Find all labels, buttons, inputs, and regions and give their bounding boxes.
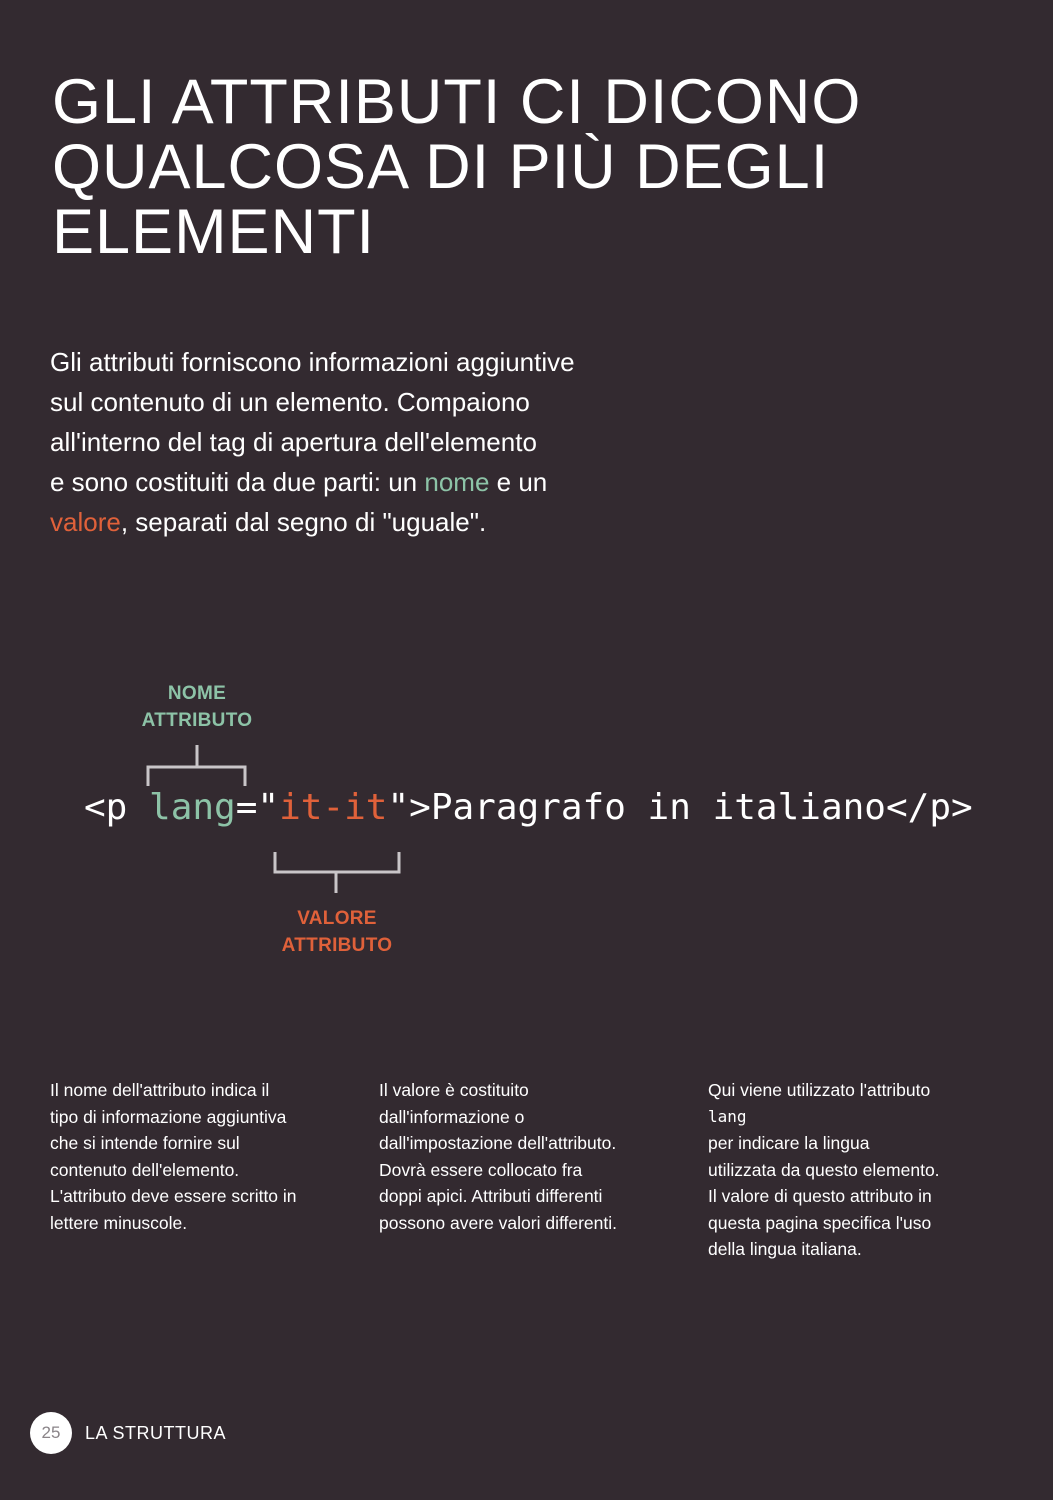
column-1-line: tipo di informazione aggiuntiva: [50, 1106, 287, 1127]
code-example: [84, 783, 973, 833]
column-2-line: possono avere valori differenti.: [379, 1212, 618, 1233]
code-attribute-value: it-it: [279, 787, 388, 828]
title-line-3: ELEMENTI: [52, 197, 376, 267]
page-number-badge: [30, 1412, 72, 1454]
column-1-line: lettere minuscole.: [50, 1212, 188, 1233]
intro-line-1: Gli attributi forniscono informazioni aggiuntive: [50, 347, 575, 377]
code-equals: =": [235, 787, 280, 828]
column-1-line: Il nome dell'attributo indica il: [50, 1080, 270, 1100]
column-2-line: doppi apici. Attributi differenti: [379, 1186, 603, 1206]
code-attribute-name: lang: [149, 787, 236, 828]
intro-line-5: [50, 502, 690, 542]
intro-line-3: all'interno del tag di apertura dell'elemento: [50, 427, 537, 457]
intro-line-4: [50, 462, 690, 502]
intro-value-highlight: valore: [50, 507, 121, 537]
column-3-line: Qui viene utilizzato l'attributo: [708, 1080, 931, 1100]
attribute-name-label-line-1: NOME: [167, 683, 227, 704]
section-name: LA STRUTTURA: [85, 1422, 227, 1443]
column-2-line: Dovrà essere collocato fra: [379, 1159, 583, 1180]
attribute-value-label-line-2: ATTRIBUTO: [281, 935, 393, 956]
title-line-2: QUALCOSA DI PIÙ DEGLI: [52, 132, 830, 202]
intro-name-highlight: nome: [424, 467, 490, 497]
code-rest: ">Paragrafo in italiano</p>: [387, 787, 973, 828]
attribute-value-label: [262, 905, 412, 959]
column-2-line: dall'informazione o: [379, 1106, 525, 1127]
column-3-line: questa pagina specifica l'uso: [708, 1212, 932, 1233]
column-1-line: che si intende fornire sul: [50, 1133, 240, 1153]
intro-paragraph: [50, 342, 690, 542]
intro-line-4-pre: e sono costituiti da due parti: un: [50, 467, 425, 497]
intro-line-2: sul contenuto di un elemento. Compaiono: [50, 387, 530, 417]
attribute-value-label-line-1: VALORE: [297, 908, 377, 929]
attribute-name-label-line-2: ATTRIBUTO: [141, 710, 253, 731]
column-3-line: Il valore di questo attributo in: [708, 1186, 932, 1206]
code-open-tag: <p: [84, 787, 150, 828]
column-2-line: Il valore è costituito: [379, 1080, 529, 1100]
column-lang-example: [708, 1077, 998, 1263]
title-line-1: GLI ATTRIBUTI CI DICONO: [52, 67, 862, 137]
intro-line-4-post: e un: [489, 467, 548, 497]
column-3-line: della lingua italiana.: [708, 1239, 862, 1259]
intro-line-5-post: , separati dal segno di "uguale".: [120, 507, 487, 537]
column-attribute-name: [50, 1077, 340, 1236]
column-3-line-2-rest: per indicare la lingua: [708, 1133, 870, 1153]
inline-code-lang: lang: [708, 1106, 747, 1126]
column-3-line: utilizzata da questo elemento.: [708, 1159, 940, 1180]
value-bracket: [275, 852, 399, 893]
column-1-line: L'attributo deve essere scritto in: [50, 1186, 297, 1206]
page-number: 25: [41, 1423, 61, 1442]
page-title: [52, 67, 1012, 267]
column-2-line: dall'impostazione dell'attributo.: [379, 1133, 617, 1153]
name-bracket: [148, 745, 245, 786]
attribute-name-label: [120, 680, 274, 734]
column-3-line: [708, 1104, 998, 1157]
column-1-line: contenuto dell'elemento.: [50, 1159, 240, 1180]
column-attribute-value: [379, 1077, 669, 1236]
page-footer: [30, 1411, 226, 1455]
